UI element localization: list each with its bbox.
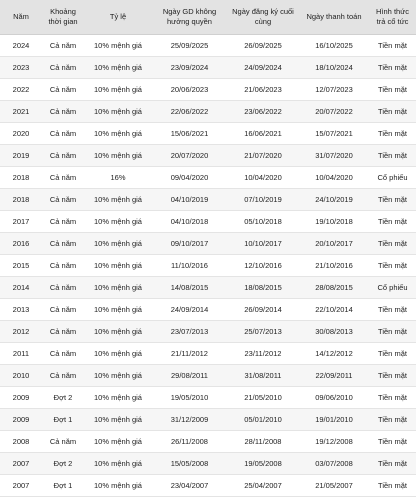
rate-cell: 10% mệnh giá bbox=[84, 123, 152, 145]
table-row bbox=[0, 123, 416, 145]
period-cell: Cả năm bbox=[42, 343, 84, 365]
record-date-cell: 05/01/2010 bbox=[227, 409, 299, 431]
period-cell: Cả năm bbox=[42, 189, 84, 211]
record-date-cell: 23/11/2012 bbox=[227, 343, 299, 365]
payment-type-cell: Tiền mặt bbox=[369, 101, 416, 123]
ex-rights-date-cell: 26/11/2008 bbox=[152, 431, 227, 453]
payment-type-cell: Tiền mặt bbox=[369, 35, 416, 57]
period-cell: Cả năm bbox=[42, 167, 84, 189]
record-date-cell: 07/10/2019 bbox=[227, 189, 299, 211]
rate-cell: 10% mệnh giá bbox=[84, 343, 152, 365]
rate-cell: 10% mệnh giá bbox=[84, 453, 152, 475]
payment-type-cell: Tiền mặt bbox=[369, 123, 416, 145]
table-row bbox=[0, 475, 416, 497]
record-date-cell: 26/09/2014 bbox=[227, 299, 299, 321]
table-row bbox=[0, 79, 416, 101]
record-date-cell: 21/06/2023 bbox=[227, 79, 299, 101]
record-date-cell: 21/05/2010 bbox=[227, 387, 299, 409]
header-year bbox=[0, 0, 42, 35]
table-row bbox=[0, 299, 416, 321]
year-cell: 2014 bbox=[0, 277, 42, 299]
year-cell: 2015 bbox=[0, 255, 42, 277]
payment-date-cell: 31/07/2020 bbox=[299, 145, 369, 167]
ex-rights-date-cell: 23/04/2007 bbox=[152, 475, 227, 497]
header-payment-type-label: Hình thức trả cổ tức bbox=[376, 7, 409, 26]
payment-date-cell: 18/10/2024 bbox=[299, 57, 369, 79]
year-cell: 2020 bbox=[0, 123, 42, 145]
record-date-cell: 05/10/2018 bbox=[227, 211, 299, 233]
header-ex-rights-date-label: Ngày GD không hưởng quyền bbox=[162, 7, 217, 26]
record-date-cell: 12/10/2016 bbox=[227, 255, 299, 277]
ex-rights-date-cell: 04/10/2018 bbox=[152, 211, 227, 233]
period-cell: Cả năm bbox=[42, 431, 84, 453]
payment-date-cell: 28/08/2015 bbox=[299, 277, 369, 299]
ex-rights-date-cell: 20/07/2020 bbox=[152, 145, 227, 167]
year-cell: 2009 bbox=[0, 409, 42, 431]
payment-date-cell: 19/10/2018 bbox=[299, 211, 369, 233]
header-period bbox=[42, 0, 84, 35]
payment-date-cell: 30/08/2013 bbox=[299, 321, 369, 343]
year-cell: 2011 bbox=[0, 343, 42, 365]
table-row bbox=[0, 167, 416, 189]
ex-rights-date-cell: 25/09/2025 bbox=[152, 35, 227, 57]
payment-type-cell: Tiền mặt bbox=[369, 255, 416, 277]
table-header-row bbox=[0, 0, 416, 35]
period-cell: Đợt 1 bbox=[42, 475, 84, 497]
ex-rights-date-cell: 22/06/2022 bbox=[152, 101, 227, 123]
ex-rights-date-cell: 31/12/2009 bbox=[152, 409, 227, 431]
table-row bbox=[0, 431, 416, 453]
header-payment-date bbox=[299, 0, 369, 35]
ex-rights-date-cell: 19/05/2010 bbox=[152, 387, 227, 409]
year-cell: 2019 bbox=[0, 145, 42, 167]
header-ex-rights-date bbox=[152, 0, 227, 35]
payment-date-cell: 20/07/2022 bbox=[299, 101, 369, 123]
rate-cell: 10% mệnh giá bbox=[84, 145, 152, 167]
payment-date-cell: 14/12/2012 bbox=[299, 343, 369, 365]
header-payment-type bbox=[369, 0, 416, 35]
header-payment-date-label: Ngày thanh toán bbox=[306, 12, 362, 21]
payment-type-cell: Tiền mặt bbox=[369, 387, 416, 409]
payment-type-cell: Tiền mặt bbox=[369, 57, 416, 79]
payment-type-cell: Tiền mặt bbox=[369, 365, 416, 387]
payment-date-cell: 03/07/2008 bbox=[299, 453, 369, 475]
payment-date-cell: 22/10/2014 bbox=[299, 299, 369, 321]
payment-type-cell: Tiền mặt bbox=[369, 321, 416, 343]
payment-date-cell: 15/07/2021 bbox=[299, 123, 369, 145]
year-cell: 2010 bbox=[0, 365, 42, 387]
year-cell: 2007 bbox=[0, 453, 42, 475]
year-cell: 2018 bbox=[0, 167, 42, 189]
year-cell: 2017 bbox=[0, 211, 42, 233]
year-cell: 2008 bbox=[0, 431, 42, 453]
rate-cell: 10% mệnh giá bbox=[84, 299, 152, 321]
record-date-cell: 26/09/2025 bbox=[227, 35, 299, 57]
rate-cell: 16% bbox=[84, 167, 152, 189]
rate-cell: 10% mệnh giá bbox=[84, 321, 152, 343]
rate-cell: 10% mệnh giá bbox=[84, 211, 152, 233]
record-date-cell: 25/04/2007 bbox=[227, 475, 299, 497]
ex-rights-date-cell: 20/06/2023 bbox=[152, 79, 227, 101]
record-date-cell: 16/06/2021 bbox=[227, 123, 299, 145]
table-row bbox=[0, 387, 416, 409]
record-date-cell: 28/11/2008 bbox=[227, 431, 299, 453]
record-date-cell: 18/08/2015 bbox=[227, 277, 299, 299]
header-rate-label: Tỷ lệ bbox=[109, 12, 127, 21]
ex-rights-date-cell: 29/08/2011 bbox=[152, 365, 227, 387]
ex-rights-date-cell: 09/04/2020 bbox=[152, 167, 227, 189]
rate-cell: 10% mệnh giá bbox=[84, 387, 152, 409]
rate-cell: 10% mệnh giá bbox=[84, 431, 152, 453]
table-row bbox=[0, 101, 416, 123]
table-row bbox=[0, 343, 416, 365]
rate-cell: 10% mệnh giá bbox=[84, 365, 152, 387]
rate-cell: 10% mệnh giá bbox=[84, 233, 152, 255]
table-row bbox=[0, 145, 416, 167]
record-date-cell: 10/04/2020 bbox=[227, 167, 299, 189]
period-cell: Cả năm bbox=[42, 365, 84, 387]
rate-cell: 10% mệnh giá bbox=[84, 57, 152, 79]
period-cell: Cả năm bbox=[42, 321, 84, 343]
year-cell: 2024 bbox=[0, 35, 42, 57]
year-cell: 2016 bbox=[0, 233, 42, 255]
ex-rights-date-cell: 15/05/2008 bbox=[152, 453, 227, 475]
header-period-label: Khoảng thời gian bbox=[48, 7, 78, 26]
payment-date-cell: 12/07/2023 bbox=[299, 79, 369, 101]
payment-type-cell: Tiền mặt bbox=[369, 211, 416, 233]
header-year-label: Năm bbox=[13, 12, 29, 21]
record-date-cell: 10/10/2017 bbox=[227, 233, 299, 255]
record-date-cell: 23/06/2022 bbox=[227, 101, 299, 123]
year-cell: 2022 bbox=[0, 79, 42, 101]
payment-type-cell: Tiền mặt bbox=[369, 409, 416, 431]
table-row bbox=[0, 277, 416, 299]
payment-type-cell: Tiền mặt bbox=[369, 145, 416, 167]
year-cell: 2007 bbox=[0, 475, 42, 497]
payment-date-cell: 09/06/2010 bbox=[299, 387, 369, 409]
payment-type-cell: Tiền mặt bbox=[369, 299, 416, 321]
period-cell: Cả năm bbox=[42, 123, 84, 145]
year-cell: 2023 bbox=[0, 57, 42, 79]
payment-type-cell: Tiền mặt bbox=[369, 453, 416, 475]
period-cell: Đợt 2 bbox=[42, 453, 84, 475]
payment-date-cell: 22/09/2011 bbox=[299, 365, 369, 387]
table-row bbox=[0, 321, 416, 343]
year-cell: 2021 bbox=[0, 101, 42, 123]
period-cell: Cả năm bbox=[42, 101, 84, 123]
rate-cell: 10% mệnh giá bbox=[84, 79, 152, 101]
table-row bbox=[0, 57, 416, 79]
record-date-cell: 19/05/2008 bbox=[227, 453, 299, 475]
record-date-cell: 24/09/2024 bbox=[227, 57, 299, 79]
table-row bbox=[0, 211, 416, 233]
payment-date-cell: 16/10/2025 bbox=[299, 35, 369, 57]
ex-rights-date-cell: 11/10/2016 bbox=[152, 255, 227, 277]
ex-rights-date-cell: 23/07/2013 bbox=[152, 321, 227, 343]
payment-date-cell: 19/01/2010 bbox=[299, 409, 369, 431]
ex-rights-date-cell: 23/09/2024 bbox=[152, 57, 227, 79]
payment-type-cell: Cổ phiếu bbox=[369, 167, 416, 189]
payment-type-cell: Tiền mặt bbox=[369, 79, 416, 101]
rate-cell: 10% mệnh giá bbox=[84, 189, 152, 211]
period-cell: Cả năm bbox=[42, 211, 84, 233]
table-row bbox=[0, 453, 416, 475]
rate-cell: 10% mệnh giá bbox=[84, 101, 152, 123]
payment-type-cell: Tiền mặt bbox=[369, 431, 416, 453]
year-cell: 2009 bbox=[0, 387, 42, 409]
ex-rights-date-cell: 04/10/2019 bbox=[152, 189, 227, 211]
record-date-cell: 31/08/2011 bbox=[227, 365, 299, 387]
period-cell: Cả năm bbox=[42, 299, 84, 321]
record-date-cell: 21/07/2020 bbox=[227, 145, 299, 167]
period-cell: Cả năm bbox=[42, 277, 84, 299]
payment-date-cell: 24/10/2019 bbox=[299, 189, 369, 211]
table-row bbox=[0, 233, 416, 255]
payment-type-cell: Tiền mặt bbox=[369, 189, 416, 211]
period-cell: Cả năm bbox=[42, 57, 84, 79]
payment-date-cell: 21/05/2007 bbox=[299, 475, 369, 497]
year-cell: 2013 bbox=[0, 299, 42, 321]
table-row bbox=[0, 189, 416, 211]
table-row bbox=[0, 365, 416, 387]
year-cell: 2018 bbox=[0, 189, 42, 211]
period-cell: Cả năm bbox=[42, 79, 84, 101]
payment-date-cell: 20/10/2017 bbox=[299, 233, 369, 255]
period-cell: Cả năm bbox=[42, 35, 84, 57]
payment-type-cell: Tiền mặt bbox=[369, 343, 416, 365]
header-record-date-label: Ngày đăng ký cuối cùng bbox=[232, 7, 294, 26]
payment-date-cell: 10/04/2020 bbox=[299, 167, 369, 189]
period-cell: Đợt 1 bbox=[42, 409, 84, 431]
payment-date-cell: 19/12/2008 bbox=[299, 431, 369, 453]
ex-rights-date-cell: 15/06/2021 bbox=[152, 123, 227, 145]
payment-type-cell: Tiền mặt bbox=[369, 475, 416, 497]
table-row bbox=[0, 255, 416, 277]
table-row bbox=[0, 409, 416, 431]
ex-rights-date-cell: 21/11/2012 bbox=[152, 343, 227, 365]
period-cell: Cả năm bbox=[42, 145, 84, 167]
payment-type-cell: Tiền mặt bbox=[369, 233, 416, 255]
rate-cell: 10% mệnh giá bbox=[84, 475, 152, 497]
year-cell: 2012 bbox=[0, 321, 42, 343]
period-cell: Đợt 2 bbox=[42, 387, 84, 409]
payment-date-cell: 21/10/2016 bbox=[299, 255, 369, 277]
rate-cell: 10% mệnh giá bbox=[84, 409, 152, 431]
ex-rights-date-cell: 09/10/2017 bbox=[152, 233, 227, 255]
period-cell: Cả năm bbox=[42, 255, 84, 277]
ex-rights-date-cell: 14/08/2015 bbox=[152, 277, 227, 299]
period-cell: Cả năm bbox=[42, 233, 84, 255]
rate-cell: 10% mệnh giá bbox=[84, 255, 152, 277]
ex-rights-date-cell: 24/09/2014 bbox=[152, 299, 227, 321]
rate-cell: 10% mệnh giá bbox=[84, 35, 152, 57]
rate-cell: 10% mệnh giá bbox=[84, 277, 152, 299]
record-date-cell: 25/07/2013 bbox=[227, 321, 299, 343]
header-rate bbox=[84, 0, 152, 35]
payment-type-cell: Cổ phiếu bbox=[369, 277, 416, 299]
header-record-date bbox=[227, 0, 299, 35]
table-body bbox=[0, 35, 416, 497]
table-row bbox=[0, 35, 416, 57]
